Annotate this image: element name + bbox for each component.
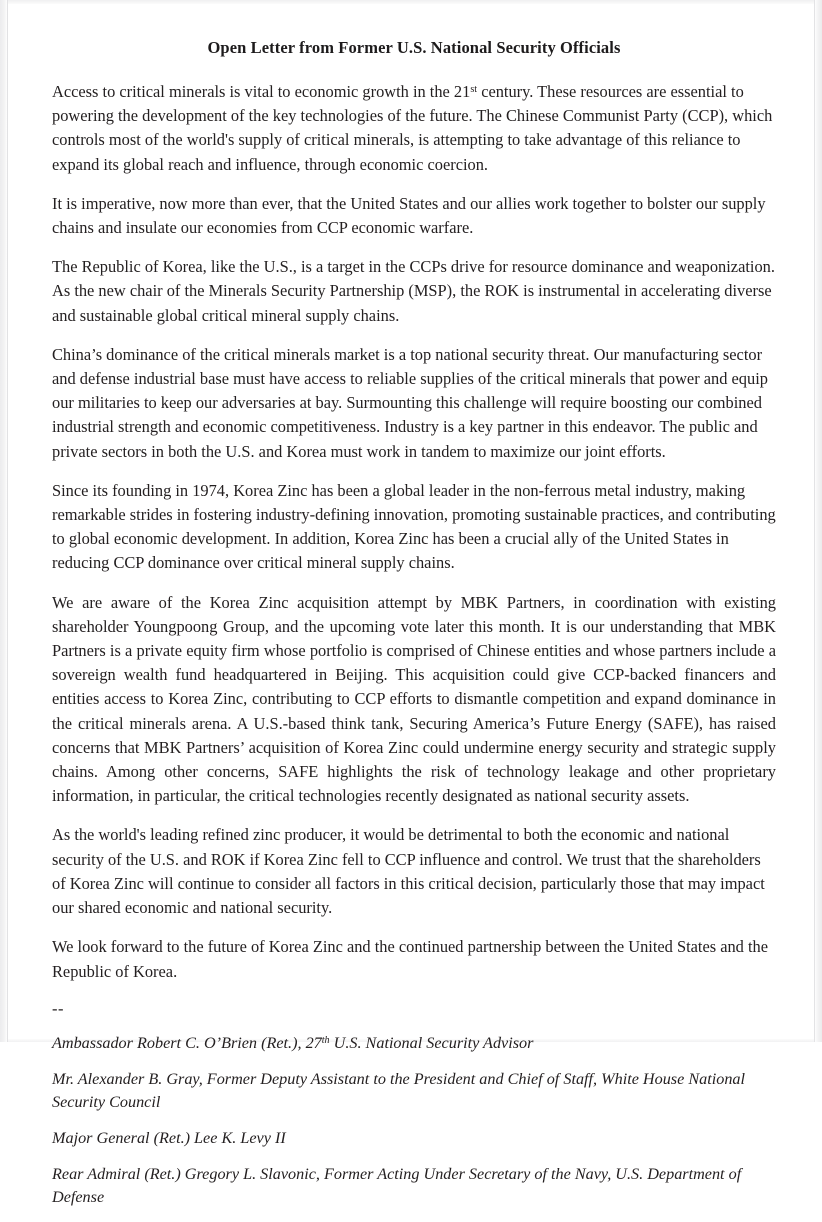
paragraph-1-text-before-superscript: Access to critical minerals is vital to economic growth in the 21 [52, 82, 471, 101]
paragraph-3: The Republic of Korea, like the U.S., is a target in the CCPs drive for resource dominance and weaponization. As the new chair of the Minerals Security Partnership (MSP), the ROK is instrumental in accelerating diverse and sustainable global critical mineral supply chains. [52, 257, 775, 325]
signatory-3: Major General (Ret.) Lee K. Levy II [52, 1128, 286, 1147]
signature-separator: -- [52, 998, 64, 1018]
paragraph-2: It is imperative, now more than ever, that the United States and our allies work together to bolster our supply chains and insulate our economies from CCP economic warfare. [52, 193, 766, 238]
paragraph-7: As the world's leading refined zinc producer, it would be detrimental to both the economic and national security of the U.S. and ROK if Korea Zinc fell to CCP influence and control. We trust that the shareholders of Korea Zinc will continue to consider all factors in this critical decision, particularly those that may impact our shared economic and national security. [52, 825, 765, 918]
document-body [52, 38, 776, 1222]
paragraph-4: China’s dominance of the critical minerals market is a top national security threat. Our manufacturing sector and defense industrial base must have access to reliable supplies of the critical minerals that power and equip our militaries to keep our adversaries at bay. Surmounting this challenge will require boosting our combined industrial strength and economic competitiveness. Industry is a key partner in this endeavor. The public and private sectors in both the U.S. and Korea must work in tandem to maximize our joint efforts. [52, 344, 768, 461]
signatory-1-text-before-superscript: Ambassador Robert C. O’Brien (Ret.), 27 [52, 1033, 322, 1052]
ordinal-suffix-27th: th [321, 1034, 330, 1046]
signatory-1 [52, 1032, 776, 1055]
ordinal-suffix-21st: st [470, 84, 478, 96]
page-right-edge-shadow [815, 0, 822, 1042]
paragraph-6: We are aware of the Korea Zinc acquisition attempt by MBK Partners, in coordination with existing shareholder Youngpoong Group, and the upcoming vote later this month. It is our understanding that MBK Partners is a private equity firm whose portfolio is comprised of Chinese entities and whose partners include a sovereign wealth fund headquartered in Beijing. This acquisition could give CCP-backed financers and entities access to Korea Zinc, contributing to CCP efforts to dismantle competition and expand dominance in the critical minerals arena. A U.S.-based think tank, Securing America’s Future Energy (SAFE), has raised concerns that MBK Partners’ acquisition of Korea Zinc could undermine energy security and strategic supply chains. Among other concerns, SAFE highlights the risk of technology leakage and other proprietary information, in particular, the critical technologies recently designated as national security assets. [52, 592, 776, 806]
page-top-edge-shadow [8, 0, 814, 4]
signatory-2: Mr. Alexander B. Gray, Former Deputy Assistant to the President and Chief of Staff, White House National Security Council [52, 1069, 746, 1111]
page-right-edge-line [814, 0, 815, 1042]
page-left-edge-shadow [0, 0, 7, 1042]
signatory-4: Rear Admiral (Ret.) Gregory L. Slavonic, Former Acting Under Secretary of the Navy, U.S. Department of Defense [52, 1164, 742, 1206]
page-left-edge-line [7, 0, 8, 1042]
signatory-1-text-after-superscript: U.S. National Security Advisor [329, 1033, 534, 1052]
page-title: Open Letter from Former U.S. National Security Officials [207, 38, 621, 57]
paragraph-1 [52, 80, 776, 177]
paragraph-5: Since its founding in 1974, Korea Zinc has been a global leader in the non-ferrous metal industry, making remarkable strides in fostering industry-defining innovation, promoting sustainable practices, and contributing to global economic development. In addition, Korea Zinc has been a crucial ally of the United States in reducing CCP dominance over critical mineral supply chains. [52, 480, 776, 573]
paragraph-1-text-after-superscript: century. These resources are essential to powering the development of the key technologies of the future. The Chinese Communist Party (CCP), which controls most of the world's supply of critical minerals, is attempting to take advantage of this reliance to expand its global reach and influence, through economic coercion. [52, 82, 773, 174]
paragraph-8: We look forward to the future of Korea Zinc and the continued partnership between the United States and the Republic of Korea. [52, 937, 768, 981]
